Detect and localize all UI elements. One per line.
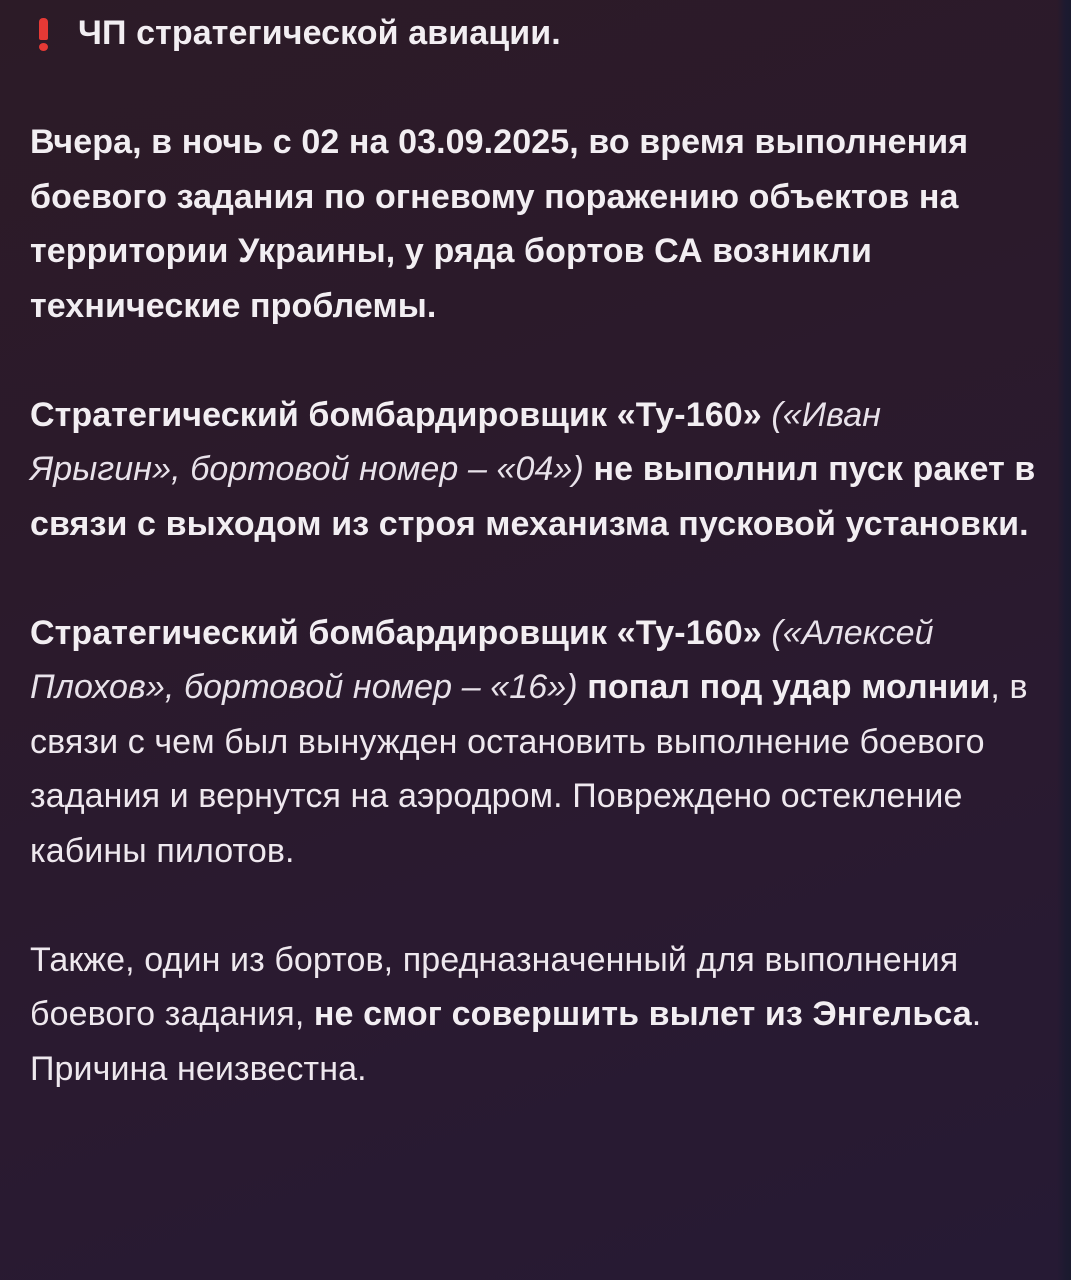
paragraph-4-end: . Причина неизвестна. [30,995,982,1088]
paragraph-2-rest: не выполнил пуск ракет в связи с выходом из строя механизма пусковой установки. [30,450,1036,543]
paragraph-4 [30,933,1041,1097]
paragraph-3-italic: («Алексей Плохов», бортовой номер – «16») [30,613,934,706]
paragraph-4-start: Также, один из бортов, предназначенный для выполнения боевого задания, [30,940,959,1033]
post-title [30,6,1041,61]
paragraph-3-rest: , в связи с чем был вынужден остановить выполнение боевого задания и вернутся на аэродром. Повреждено остекление кабины пилотов. [30,668,1028,870]
paragraph-1: Вчера, в ночь с 02 на 03.09.2025, во время выполнения боевого задания по огневому поражению объектов на территории Украины, у ряда бортов СА возникли технические проблемы. [30,123,969,325]
bubble-edge [1057,0,1071,1280]
paragraph-2-lead: Стратегический бомбардировщик «Ту-160» [30,395,762,434]
paragraph-2-italic: («Иван Ярыгин», бортовой номер – «04») [30,395,882,488]
paragraph-3-lead: Стратегический бомбардировщик «Ту-160» [30,613,762,652]
paragraph-3 [30,606,1041,879]
paragraph-4-bold: не смог совершить вылет из Энгельса [313,995,972,1033]
paragraph-3-bold: попал под удар молнии [587,668,991,706]
post-title-text: ЧП стратегической авиации. [78,14,561,52]
red-exclamation-icon [38,16,50,50]
paragraph-2 [30,388,1041,552]
